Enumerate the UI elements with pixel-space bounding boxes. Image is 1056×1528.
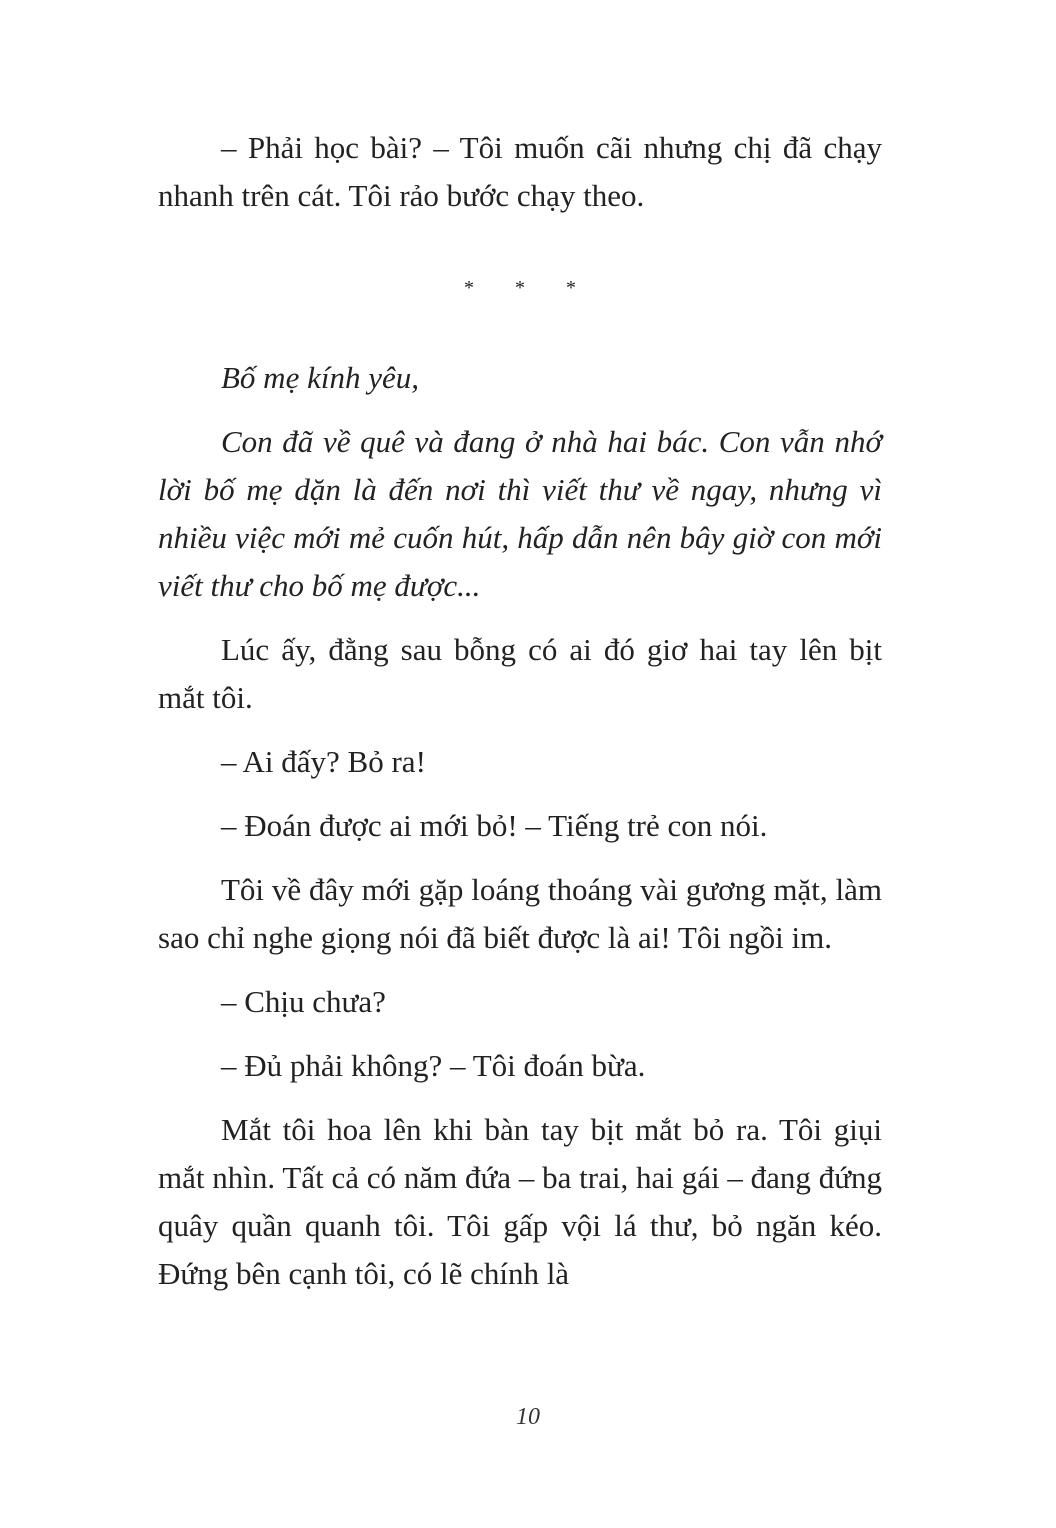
letter-body: Con đã về quê và đang ở nhà hai bác. Con vẫn nhớ lời bố mẹ dặn là đến nơi thì viết thư về ngay, nhưng vì nhiều việc mới mẻ cuốn hút, hấp dẫn nên bây giờ con mới viết thư cho bố mẹ được... bbox=[158, 424, 882, 603]
paragraph-4: Lúc ấy, đằng sau bỗng có ai đó giơ hai tay lên bịt mắt tôi. bbox=[158, 632, 882, 715]
paragraph-6: – Đoán được ai mới bỏ! – Tiếng trẻ con nói. bbox=[221, 808, 768, 843]
paragraph-7: Tôi về đây mới gặp loáng thoáng vài gương mặt, làm sao chỉ nghe giọng nói đã biết được là ai! Tôi ngồi im. bbox=[158, 872, 882, 955]
paragraph-5: – Ai đấy? Bỏ ra! bbox=[221, 744, 426, 779]
paragraph-1: – Phải học bài? – Tôi muốn cãi nhưng chị đã chạy nhanh trên cát. Tôi rảo bước chạy theo. bbox=[158, 130, 882, 213]
paragraph-10: Mắt tôi hoa lên khi bàn tay bịt mắt bỏ ra. Tôi giụi mắt nhìn. Tất cả có năm đứa – ba trai, hai gái – đang đứng quây quần quanh tôi. Tôi gấp vội lá thư, bỏ ngăn kéo. Đứng bên cạnh tôi, có lẽ chính là bbox=[158, 1112, 882, 1291]
paragraph-9: – Đủ phải không? – Tôi đoán bừa. bbox=[221, 1048, 646, 1083]
page-body bbox=[158, 124, 882, 1298]
letter-salutation: Bố mẹ kính yêu, bbox=[221, 360, 419, 395]
page-number: 10 bbox=[516, 1404, 540, 1430]
paragraph-8: – Chịu chưa? bbox=[221, 984, 386, 1019]
section-separator: * * * bbox=[464, 277, 594, 299]
